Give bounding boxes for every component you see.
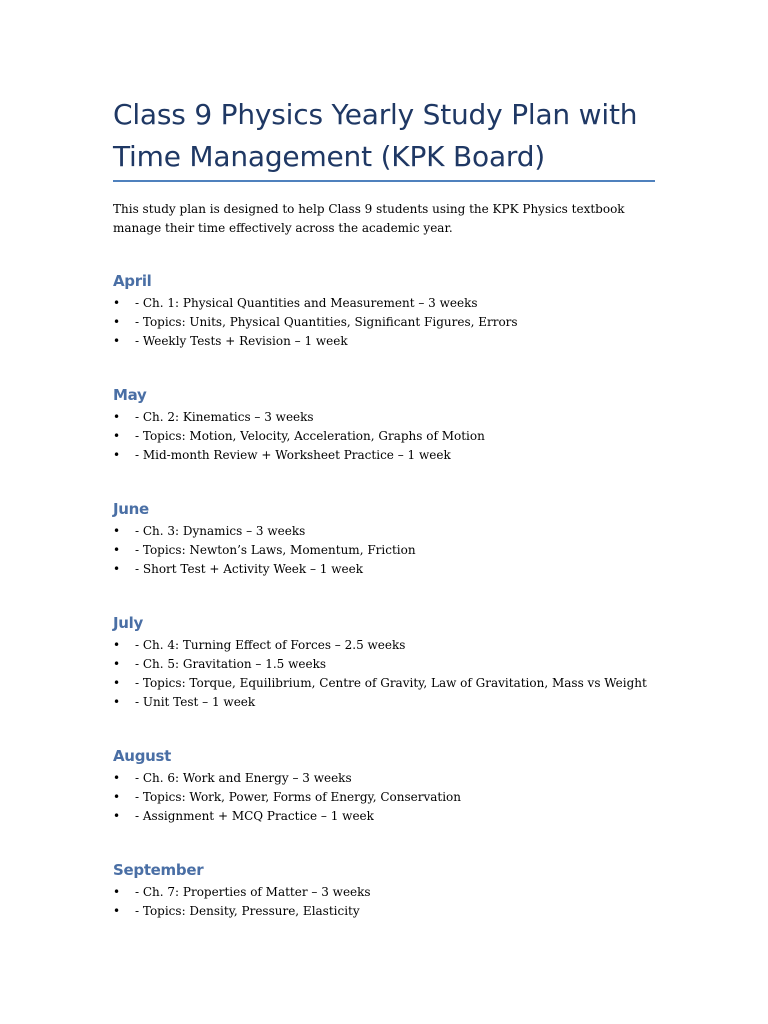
bullet-icon: •	[113, 809, 121, 823]
list-item-text: - Topics: Torque, Equilibrium, Centre of Gravity, Law of Gravitation, Mass vs Weight	[135, 676, 647, 690]
month-heading: June	[113, 500, 149, 518]
list-item	[113, 446, 673, 465]
bullet-icon: •	[113, 771, 121, 785]
intro-paragraph: This study plan is designed to help Class 9 students using the KPK Physics textbook manage their time effectively across the academic year.	[113, 202, 625, 235]
month-heading: September	[113, 861, 204, 879]
bullet-icon: •	[113, 410, 121, 424]
month-heading: April	[113, 272, 152, 290]
list-item	[113, 902, 673, 921]
list-item-text: - Topics: Density, Pressure, Elasticity	[135, 904, 360, 918]
month-item-list	[113, 636, 673, 712]
list-item	[113, 522, 673, 541]
bullet-icon: •	[113, 315, 121, 329]
list-item-text: - Ch. 6: Work and Energy – 3 weeks	[135, 771, 352, 785]
list-item-text: - Assignment + MCQ Practice – 1 week	[135, 809, 374, 823]
bullet-icon: •	[113, 676, 121, 690]
month-item-list	[113, 522, 673, 579]
bullet-icon: •	[113, 657, 121, 671]
list-item	[113, 769, 673, 788]
month-item-list	[113, 408, 673, 465]
list-item-text: - Ch. 2: Kinematics – 3 weeks	[135, 410, 314, 424]
list-item	[113, 313, 673, 332]
month-item-list	[113, 883, 673, 921]
list-item	[113, 560, 673, 579]
list-item-text: - Short Test + Activity Week – 1 week	[135, 562, 363, 576]
bullet-icon: •	[113, 562, 121, 576]
list-item	[113, 674, 673, 693]
month-section-april	[113, 271, 673, 351]
list-item	[113, 788, 673, 807]
month-section-june	[113, 499, 673, 579]
list-item	[113, 807, 673, 826]
list-item-text: - Ch. 3: Dynamics – 3 weeks	[135, 524, 306, 538]
list-item	[113, 427, 673, 446]
list-item-text: - Ch. 4: Turning Effect of Forces – 2.5 weeks	[135, 638, 406, 652]
list-item-text: - Ch. 7: Properties of Matter – 3 weeks	[135, 885, 371, 899]
month-section-july	[113, 613, 673, 712]
bullet-icon: •	[113, 334, 121, 348]
month-item-list	[113, 294, 673, 351]
bullet-icon: •	[113, 695, 121, 709]
list-item-text: - Mid-month Review + Worksheet Practice – 1 week	[135, 448, 451, 462]
month-section-august	[113, 746, 673, 826]
month-heading: August	[113, 747, 172, 765]
bullet-icon: •	[113, 448, 121, 462]
list-item-text: - Unit Test – 1 week	[135, 695, 256, 709]
list-item-text: - Ch. 5: Gravitation – 1.5 weeks	[135, 657, 327, 671]
list-item	[113, 655, 673, 674]
month-heading: July	[113, 614, 143, 632]
bullet-icon: •	[113, 429, 121, 443]
list-item-text: - Topics: Motion, Velocity, Acceleration, Graphs of Motion	[135, 429, 485, 443]
list-item	[113, 408, 673, 427]
list-item-text: - Topics: Work, Power, Forms of Energy, Conservation	[135, 790, 461, 804]
list-item	[113, 541, 673, 560]
list-item	[113, 636, 673, 655]
list-item-text: - Ch. 1: Physical Quantities and Measurement – 3 weeks	[135, 296, 478, 310]
document-title: Class 9 Physics Yearly Study Plan with Time Management (KPK Board)	[113, 98, 638, 173]
month-section-september	[113, 860, 673, 921]
list-item	[113, 693, 673, 712]
bullet-icon: •	[113, 790, 121, 804]
list-item	[113, 294, 673, 313]
bullet-icon: •	[113, 885, 121, 899]
list-item-text: - Topics: Units, Physical Quantities, Significant Figures, Errors	[135, 315, 518, 329]
bullet-icon: •	[113, 638, 121, 652]
month-section-may	[113, 385, 673, 465]
list-item-text: - Weekly Tests + Revision – 1 week	[135, 334, 348, 348]
list-item	[113, 332, 673, 351]
bullet-icon: •	[113, 524, 121, 538]
list-item	[113, 883, 673, 902]
month-heading: May	[113, 386, 147, 404]
bullet-icon: •	[113, 296, 121, 310]
bullet-icon: •	[113, 904, 121, 918]
bullet-icon: •	[113, 543, 121, 557]
title-divider	[113, 180, 655, 182]
list-item-text: - Topics: Newton’s Laws, Momentum, Friction	[135, 543, 416, 557]
month-item-list	[113, 769, 673, 826]
